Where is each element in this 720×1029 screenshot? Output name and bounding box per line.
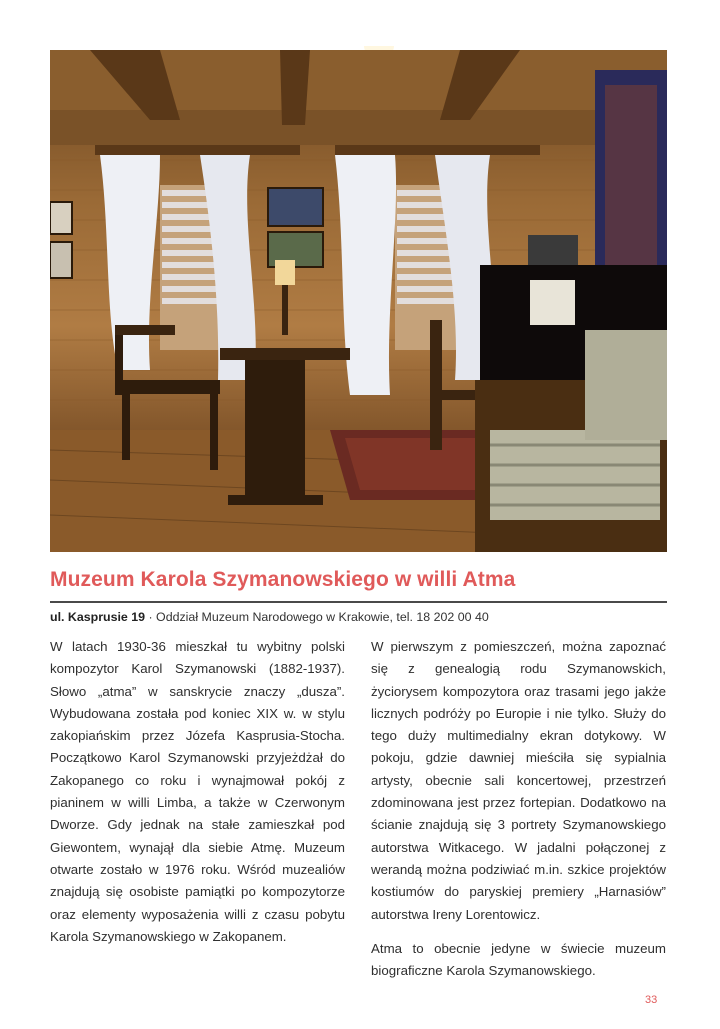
right-column xyxy=(371,636,666,994)
title-divider xyxy=(50,601,667,603)
address-street: ul. Kasprusie 19 xyxy=(50,610,146,624)
article-title: Muzeum Karola Szymanowskiego w willi Atma xyxy=(50,568,516,591)
left-column xyxy=(50,636,345,960)
museum-interior-photo xyxy=(50,50,667,552)
left-paragraph-1: W latach 1930-36 mieszkał tu wybitny polski kompozytor Karol Szymanowski (1882-1937). Słowo „atma” w sanskrycie znaczy „dusza”. Wybudowana została pod koniec XIX w. w stylu zakopiańskim przez Józefa Kasprusia-Stocha. Początkowo Karol Szymanowski przyjeżdżał do Zakopanego co roku i wynajmował pokój z pianinem w willi Limba, a także w Czerwonym Dworze. Gdy jednak na stałe zamieszkał pod Giewontem, wynajął dla siebie Atmę. Muzeum otwarte zostało w 1976 roku. Wśród muzealiów znajdują się osobiste pamiątki po kompozytorze oraz elementy wyposażenia willi z czasu pobytu Karola Szymanowskiego w Zakopanem. xyxy=(50,639,345,944)
page-number: 33 xyxy=(645,994,658,1006)
address-line xyxy=(50,610,667,624)
address-details: · Oddział Muzeum Narodowego w Krakowie, tel. 18 202 00 40 xyxy=(145,610,489,624)
right-paragraph-2: Atma to obecnie jedyne w świecie muzeum biograficzne Karola Szymanowskiego. xyxy=(371,940,666,979)
right-paragraph-1: W pierwszym z pomieszczeń, można zapoznać się z genealogią rodu Szymanowskich, życiorysem kompozytora oraz trasami jego jakże licznych podróży po Europie i nie tylko. Służy do tego duży multimedialny ekran dotykowy. W pokoju, gdzie dawniej mieściła się sypialnia artysty, obecnie sali koncertowej, przestrzeń zdominowana jest przez fortepian. Dodatkowo na ścianie znajdują się 3 portrety Szymanowskiego autorstwa Witkacego. W jadalni połączonej z werandą można podziwiać m.in. szkice projektów kostiumów do paryskiej premiery „Harnasiów” autorstwa Ireny Lorentowicz. xyxy=(371,639,666,922)
